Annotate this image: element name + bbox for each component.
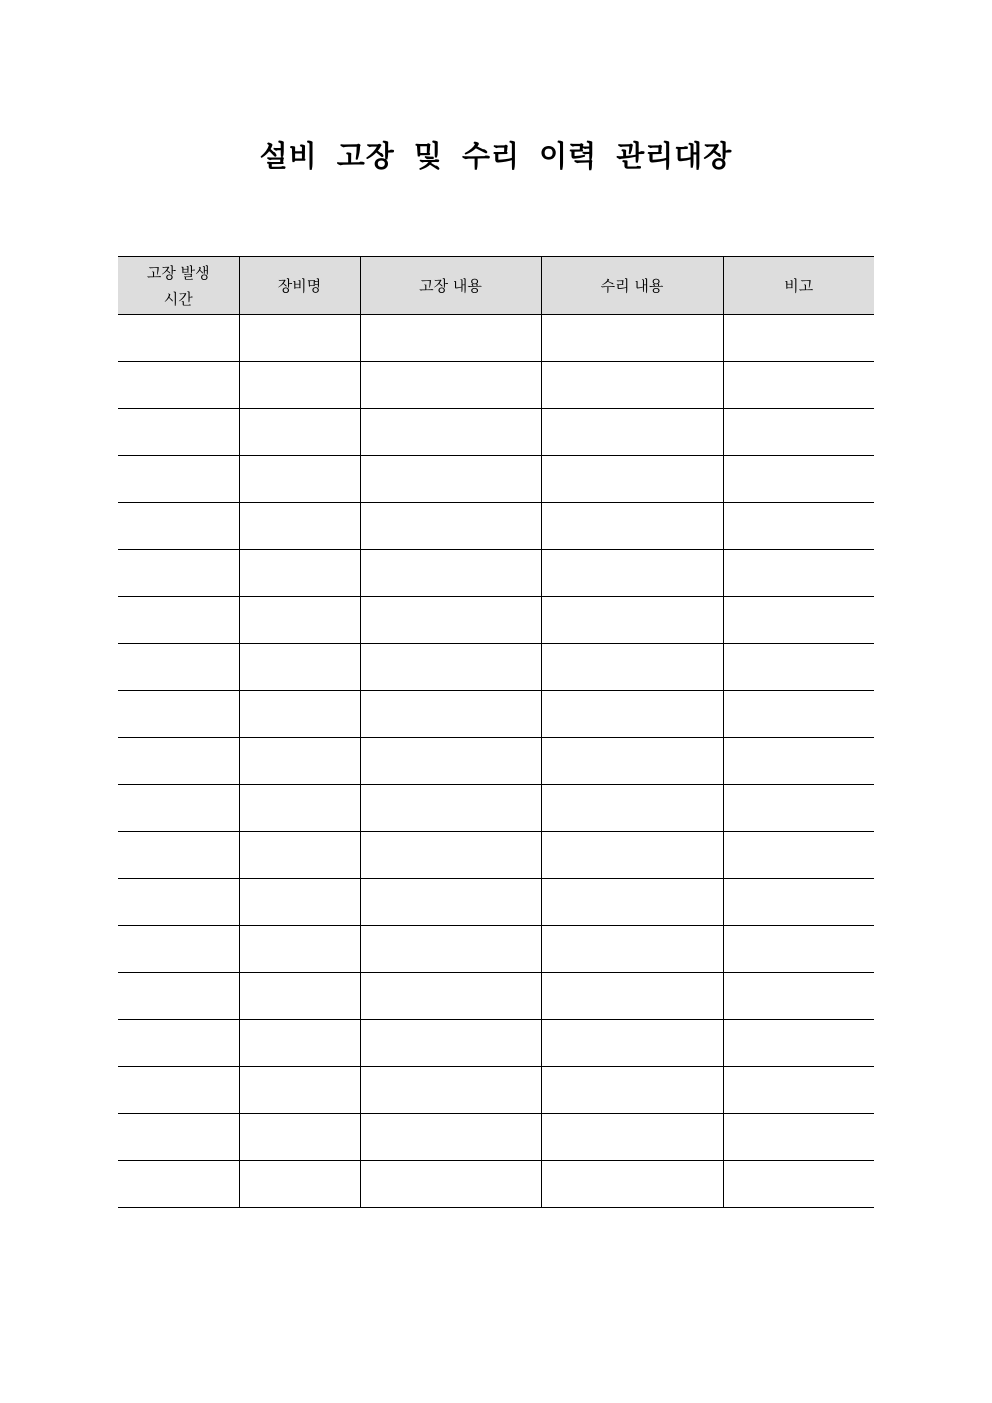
- cell-failure-time[interactable]: [118, 1020, 239, 1067]
- cell-repair-details[interactable]: [541, 315, 723, 362]
- cell-repair-details[interactable]: [541, 503, 723, 550]
- cell-remarks[interactable]: [723, 362, 874, 409]
- cell-failure-details[interactable]: [360, 785, 541, 832]
- cell-failure-details[interactable]: [360, 315, 541, 362]
- header-label: 수리 내용: [600, 276, 664, 295]
- cell-failure-time[interactable]: [118, 1067, 239, 1114]
- cell-repair-details[interactable]: [541, 644, 723, 691]
- cell-failure-details[interactable]: [360, 409, 541, 456]
- table-row: [118, 879, 874, 926]
- cell-failure-time[interactable]: [118, 973, 239, 1020]
- table-header-row: [118, 257, 874, 315]
- cell-failure-time[interactable]: [118, 409, 239, 456]
- header-label: 고장 내용: [419, 276, 482, 295]
- table-row: [118, 362, 874, 409]
- cell-repair-details[interactable]: [541, 1067, 723, 1114]
- cell-equipment-name[interactable]: [239, 409, 360, 456]
- cell-equipment-name[interactable]: [239, 926, 360, 973]
- cell-failure-details[interactable]: [360, 738, 541, 785]
- cell-failure-details[interactable]: [360, 503, 541, 550]
- cell-failure-time[interactable]: [118, 456, 239, 503]
- cell-remarks[interactable]: [723, 503, 874, 550]
- cell-failure-details[interactable]: [360, 926, 541, 973]
- cell-failure-time[interactable]: [118, 1114, 239, 1161]
- cell-equipment-name[interactable]: [239, 550, 360, 597]
- cell-failure-details[interactable]: [360, 1161, 541, 1208]
- table-row: [118, 550, 874, 597]
- cell-equipment-name[interactable]: [239, 1114, 360, 1161]
- cell-repair-details[interactable]: [541, 926, 723, 973]
- cell-remarks[interactable]: [723, 1020, 874, 1067]
- cell-failure-details[interactable]: [360, 644, 541, 691]
- cell-equipment-name[interactable]: [239, 1067, 360, 1114]
- cell-failure-time[interactable]: [118, 315, 239, 362]
- cell-failure-time[interactable]: [118, 597, 239, 644]
- header-equipment-name: [239, 257, 360, 315]
- table-row: [118, 503, 874, 550]
- cell-repair-details[interactable]: [541, 785, 723, 832]
- cell-repair-details[interactable]: [541, 1161, 723, 1208]
- cell-failure-details[interactable]: [360, 832, 541, 879]
- cell-remarks[interactable]: [723, 1067, 874, 1114]
- cell-repair-details[interactable]: [541, 550, 723, 597]
- cell-failure-details[interactable]: [360, 1067, 541, 1114]
- cell-remarks[interactable]: [723, 738, 874, 785]
- header-label: 비고: [784, 276, 814, 295]
- cell-equipment-name[interactable]: [239, 644, 360, 691]
- cell-equipment-name[interactable]: [239, 456, 360, 503]
- header-repair-details: [541, 257, 723, 315]
- cell-failure-details[interactable]: [360, 879, 541, 926]
- cell-failure-details[interactable]: [360, 362, 541, 409]
- cell-remarks[interactable]: [723, 409, 874, 456]
- cell-failure-details[interactable]: [360, 597, 541, 644]
- cell-repair-details[interactable]: [541, 409, 723, 456]
- cell-repair-details[interactable]: [541, 1114, 723, 1161]
- table-row: [118, 832, 874, 879]
- cell-remarks[interactable]: [723, 973, 874, 1020]
- cell-failure-time[interactable]: [118, 879, 239, 926]
- cell-remarks[interactable]: [723, 926, 874, 973]
- cell-repair-details[interactable]: [541, 1020, 723, 1067]
- table-row: [118, 1161, 874, 1208]
- cell-equipment-name[interactable]: [239, 315, 360, 362]
- cell-failure-time[interactable]: [118, 738, 239, 785]
- cell-equipment-name[interactable]: [239, 1161, 360, 1208]
- document-title: 설비 고장 및 수리 이력 관리대장: [259, 139, 733, 173]
- cell-failure-details[interactable]: [360, 456, 541, 503]
- table-row: [118, 973, 874, 1020]
- cell-repair-details[interactable]: [541, 456, 723, 503]
- cell-failure-time[interactable]: [118, 926, 239, 973]
- cell-failure-details[interactable]: [360, 1114, 541, 1161]
- cell-failure-details[interactable]: [360, 550, 541, 597]
- table-row: [118, 409, 874, 456]
- table-row: [118, 597, 874, 644]
- table-row: [118, 926, 874, 973]
- cell-failure-details[interactable]: [360, 1020, 541, 1067]
- cell-equipment-name[interactable]: [239, 832, 360, 879]
- cell-failure-time[interactable]: [118, 785, 239, 832]
- cell-repair-details[interactable]: [541, 738, 723, 785]
- cell-failure-time[interactable]: [118, 362, 239, 409]
- cell-failure-time[interactable]: [118, 503, 239, 550]
- cell-remarks[interactable]: [723, 456, 874, 503]
- table-body: [118, 315, 874, 1208]
- cell-equipment-name[interactable]: [239, 362, 360, 409]
- table-row: [118, 785, 874, 832]
- cell-equipment-name[interactable]: [239, 691, 360, 738]
- cell-equipment-name[interactable]: [239, 785, 360, 832]
- header-label: 장비명: [277, 276, 322, 295]
- header-remarks: [723, 257, 874, 315]
- cell-failure-time[interactable]: [118, 550, 239, 597]
- cell-equipment-name[interactable]: [239, 503, 360, 550]
- header-label: 고장 발생: [146, 263, 210, 282]
- header-failure-time: [118, 257, 239, 315]
- cell-remarks[interactable]: [723, 644, 874, 691]
- cell-repair-details[interactable]: [541, 879, 723, 926]
- table-row: [118, 1020, 874, 1067]
- header-label: 시간: [163, 289, 193, 308]
- repair-history-table: [118, 256, 874, 1208]
- cell-equipment-name[interactable]: [239, 973, 360, 1020]
- cell-remarks[interactable]: [723, 832, 874, 879]
- cell-equipment-name[interactable]: [239, 879, 360, 926]
- header-failure-details: [360, 257, 541, 315]
- cell-repair-details[interactable]: [541, 362, 723, 409]
- cell-repair-details[interactable]: [541, 597, 723, 644]
- cell-failure-time[interactable]: [118, 691, 239, 738]
- cell-failure-details[interactable]: [360, 973, 541, 1020]
- cell-repair-details[interactable]: [541, 691, 723, 738]
- cell-remarks[interactable]: [723, 550, 874, 597]
- cell-remarks[interactable]: [723, 785, 874, 832]
- cell-failure-time[interactable]: [118, 832, 239, 879]
- cell-remarks[interactable]: [723, 1161, 874, 1208]
- cell-repair-details[interactable]: [541, 832, 723, 879]
- cell-equipment-name[interactable]: [239, 597, 360, 644]
- cell-failure-time[interactable]: [118, 644, 239, 691]
- table-row: [118, 456, 874, 503]
- table-row: [118, 315, 874, 362]
- table-row: [118, 691, 874, 738]
- cell-remarks[interactable]: [723, 1114, 874, 1161]
- cell-remarks[interactable]: [723, 879, 874, 926]
- cell-remarks[interactable]: [723, 315, 874, 362]
- cell-equipment-name[interactable]: [239, 738, 360, 785]
- cell-repair-details[interactable]: [541, 973, 723, 1020]
- cell-failure-details[interactable]: [360, 691, 541, 738]
- cell-remarks[interactable]: [723, 691, 874, 738]
- table-row: [118, 738, 874, 785]
- table-row: [118, 644, 874, 691]
- cell-failure-time[interactable]: [118, 1161, 239, 1208]
- table-row: [118, 1114, 874, 1161]
- cell-remarks[interactable]: [723, 597, 874, 644]
- cell-equipment-name[interactable]: [239, 1020, 360, 1067]
- table-row: [118, 1067, 874, 1114]
